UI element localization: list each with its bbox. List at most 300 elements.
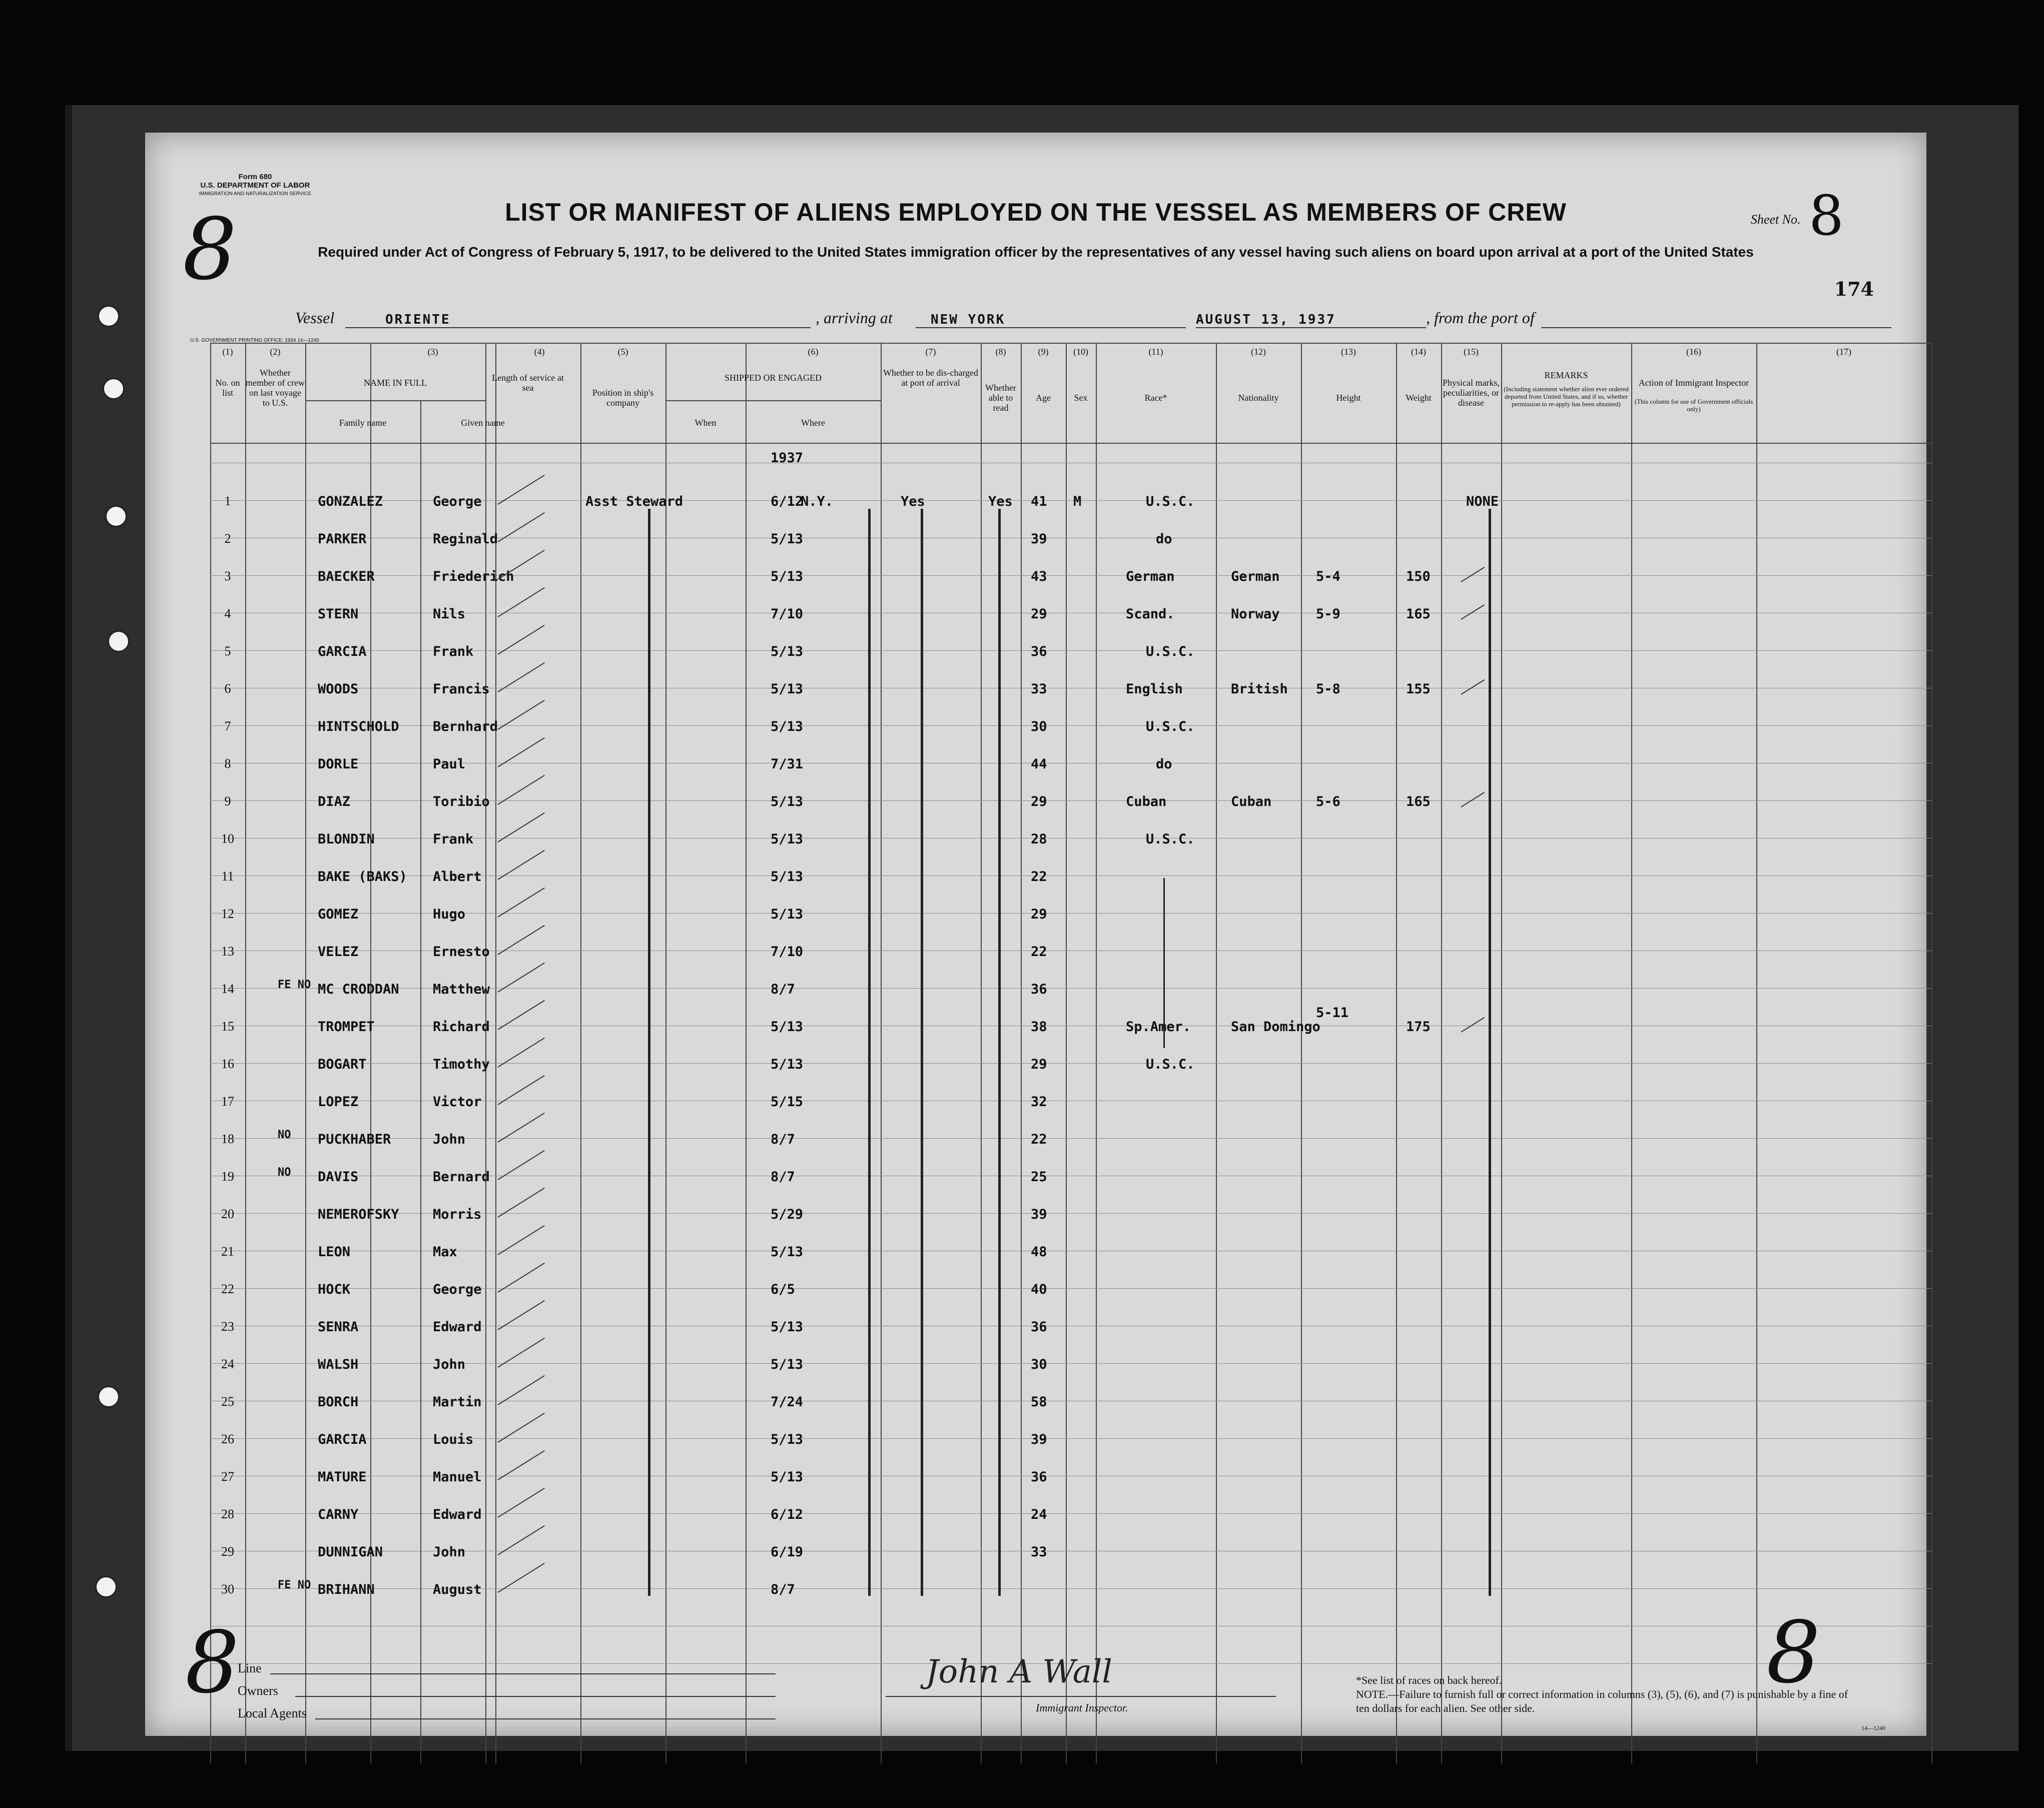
shipped-when: 5/13 bbox=[771, 1469, 804, 1485]
shipped-when: 5/13 bbox=[771, 1357, 804, 1372]
family-name: DORLE bbox=[318, 756, 359, 772]
vessel-name: ORIENTE bbox=[385, 312, 451, 327]
column-rule bbox=[1631, 343, 1632, 1763]
column-rule bbox=[1441, 343, 1442, 1763]
age: 43 bbox=[1031, 569, 1047, 584]
arriving-label: , arriving at bbox=[816, 309, 893, 327]
sheet-number bbox=[1750, 173, 1844, 248]
column-number: (14) bbox=[1411, 347, 1426, 357]
column-header: (This column for use of Government officials only) bbox=[1634, 398, 1753, 413]
crew-table bbox=[210, 343, 1931, 1763]
column-rule bbox=[981, 343, 982, 1763]
shipped-when: 5/13 bbox=[771, 719, 804, 734]
shipped-when: 7/10 bbox=[771, 944, 804, 960]
age: 22 bbox=[1031, 944, 1047, 960]
weight-checkmark bbox=[1461, 567, 1485, 582]
column-rule bbox=[305, 343, 306, 1763]
shipped-when: 5/13 bbox=[771, 569, 804, 584]
vessel-label: Vessel bbox=[295, 309, 335, 327]
line-label: Line bbox=[238, 1661, 262, 1675]
given-name: Martin bbox=[433, 1394, 482, 1410]
able-to-read: Yes bbox=[988, 494, 1013, 509]
age: 33 bbox=[1031, 681, 1047, 697]
row-number: 29 bbox=[221, 1544, 234, 1559]
last-voyage: FE NO bbox=[278, 979, 311, 991]
shipped-when: 6/12 bbox=[771, 494, 804, 509]
family-name: HINTSCHOLD bbox=[318, 719, 399, 734]
family-name: GARCIA bbox=[318, 644, 367, 659]
row-number: 9 bbox=[224, 794, 231, 808]
nationality: British bbox=[1231, 681, 1288, 697]
given-name: Timothy bbox=[433, 1057, 490, 1072]
family-name: BAKE (BAKS) bbox=[318, 869, 407, 884]
family-name: PARKER bbox=[318, 531, 367, 547]
race: Sp.Amer. bbox=[1126, 1019, 1191, 1035]
column-header: Position in ship's company bbox=[592, 388, 654, 408]
row-number: 2 bbox=[224, 531, 231, 546]
age: 25 bbox=[1031, 1169, 1047, 1185]
ditto-line bbox=[921, 509, 923, 1596]
age: 40 bbox=[1031, 1282, 1047, 1297]
shipped-when: 6/19 bbox=[771, 1544, 804, 1560]
row-number: 19 bbox=[221, 1169, 234, 1184]
column-rule bbox=[1096, 343, 1097, 1763]
row-number: 23 bbox=[221, 1319, 234, 1334]
handwritten-mark: 8 bbox=[185, 1613, 240, 1712]
column-rule bbox=[1216, 343, 1217, 1763]
height: 5-6 bbox=[1316, 794, 1340, 809]
row-number: 25 bbox=[221, 1394, 234, 1409]
column-rule bbox=[1501, 343, 1502, 1763]
age: 36 bbox=[1031, 644, 1047, 659]
shipped-when: 5/13 bbox=[771, 644, 804, 659]
family-name: NEMEROFSKY bbox=[318, 1207, 399, 1222]
owners-field bbox=[295, 1696, 776, 1697]
row-rule bbox=[210, 913, 1931, 914]
given-name: August bbox=[433, 1582, 482, 1597]
family-name: WOODS bbox=[318, 681, 359, 697]
row-number: 28 bbox=[221, 1507, 234, 1521]
family-name: BLONDIN bbox=[318, 831, 375, 847]
race: English bbox=[1126, 681, 1183, 697]
family-name: PUCKHABER bbox=[318, 1132, 391, 1147]
family-name: HOCK bbox=[318, 1282, 351, 1297]
header-rule bbox=[210, 343, 1931, 344]
given-name: John bbox=[433, 1132, 466, 1147]
row-number: 10 bbox=[221, 831, 234, 846]
race: U.S.C. bbox=[1146, 831, 1195, 847]
arrival-port: NEW YORK bbox=[931, 312, 1006, 327]
family-name: GARCIA bbox=[318, 1432, 367, 1447]
row-rule bbox=[210, 1138, 1931, 1139]
given-name: Frank bbox=[433, 831, 474, 847]
column-number: (13) bbox=[1341, 347, 1356, 357]
agents-field bbox=[315, 1718, 776, 1719]
form-code: 14—1240 bbox=[1861, 1724, 1885, 1731]
age: 32 bbox=[1031, 1094, 1047, 1110]
race: German bbox=[1126, 569, 1175, 584]
family-name: LOPEZ bbox=[318, 1094, 359, 1110]
row-number: 12 bbox=[221, 907, 234, 921]
row-number: 17 bbox=[221, 1094, 234, 1109]
height: 5-9 bbox=[1316, 606, 1340, 622]
given-name: George bbox=[433, 1282, 482, 1297]
age: 29 bbox=[1031, 1057, 1047, 1072]
line-field bbox=[270, 1673, 776, 1674]
shipped-when: 5/13 bbox=[771, 1432, 804, 1447]
shipped-where: N.Y. bbox=[801, 494, 834, 509]
given-name: Edward bbox=[433, 1319, 482, 1335]
column-number: (5) bbox=[617, 347, 628, 357]
ditto-line bbox=[998, 509, 1001, 1596]
weight: 165 bbox=[1406, 794, 1431, 809]
column-header: SHIPPED OR ENGAGED bbox=[724, 373, 822, 383]
given-name: Albert bbox=[433, 869, 482, 884]
family-name: WALSH bbox=[318, 1357, 359, 1372]
column-number: (3) bbox=[427, 347, 438, 357]
inspector-signature: John A Wall bbox=[926, 1653, 1112, 1690]
family-name: GOMEZ bbox=[318, 907, 359, 922]
last-voyage: NO bbox=[278, 1166, 291, 1179]
family-name: MATURE bbox=[318, 1469, 367, 1485]
column-header: Whether able to read bbox=[985, 383, 1016, 413]
row-number: 4 bbox=[224, 606, 231, 621]
binder-hole bbox=[98, 305, 120, 327]
shipped-when: 8/7 bbox=[771, 1132, 795, 1147]
family-name: CARNY bbox=[318, 1507, 359, 1522]
column-header: Whether member of crew on last voyage to U.S. bbox=[246, 368, 305, 408]
given-name: Matthew bbox=[433, 982, 490, 997]
given-name: Friederich bbox=[433, 569, 514, 584]
shipped-when: 7/10 bbox=[771, 606, 804, 622]
owners-label: Owners bbox=[238, 1683, 278, 1698]
shipped-when: 5/13 bbox=[771, 869, 804, 884]
age: 22 bbox=[1031, 1132, 1047, 1147]
row-number: 14 bbox=[221, 982, 234, 996]
shipped-when: 5/13 bbox=[771, 1019, 804, 1035]
nationality: German bbox=[1231, 569, 1280, 584]
column-header: Where bbox=[801, 418, 825, 428]
age: 41 bbox=[1031, 494, 1047, 509]
given-name: Victor bbox=[433, 1094, 482, 1110]
age: 36 bbox=[1031, 1469, 1047, 1485]
sheet-value: 8 bbox=[1809, 184, 1844, 248]
given-name: Louis bbox=[433, 1432, 474, 1447]
page-title: LIST OR MANIFEST OF ALIENS EMPLOYED ON THE VESSEL AS MEMBERS OF CREW bbox=[505, 198, 1567, 226]
row-number: 3 bbox=[224, 569, 231, 583]
column-number: (6) bbox=[808, 347, 819, 357]
age: 36 bbox=[1031, 1319, 1047, 1335]
row-number: 18 bbox=[221, 1132, 234, 1146]
row-number: 27 bbox=[221, 1469, 234, 1484]
age: 38 bbox=[1031, 1019, 1047, 1035]
given-name: Frank bbox=[433, 644, 474, 659]
from-label: , from the port of bbox=[1426, 309, 1535, 327]
vessel-line bbox=[295, 305, 1866, 330]
department: U.S. DEPARTMENT OF LABOR bbox=[200, 181, 310, 190]
given-name: George bbox=[433, 494, 482, 509]
shipped-when: 5/15 bbox=[771, 1094, 804, 1110]
row-number: 1 bbox=[224, 494, 231, 508]
column-rule bbox=[881, 343, 882, 1763]
form-identifier bbox=[185, 173, 325, 198]
row-number: 16 bbox=[221, 1057, 234, 1071]
age: 39 bbox=[1031, 531, 1047, 547]
given-name: Reginald bbox=[433, 531, 498, 547]
given-name: Edward bbox=[433, 1507, 482, 1522]
manifest-sheet bbox=[145, 133, 1926, 1736]
weight-checkmark bbox=[1461, 1017, 1485, 1033]
given-name: Bernhard bbox=[433, 719, 498, 734]
name-subrule bbox=[305, 400, 485, 401]
age: 29 bbox=[1031, 794, 1047, 809]
height: 5-8 bbox=[1316, 681, 1340, 697]
column-number: (2) bbox=[270, 347, 281, 357]
family-name: TROMPET bbox=[318, 1019, 375, 1035]
page-subtitle: Required under Act of Congress of February 5, 1917, to be delivered to the United States immigration officer by the representatives of any vessel having such aliens on board upon arrival at a port of the United States bbox=[318, 244, 1754, 260]
column-number: (12) bbox=[1251, 347, 1266, 357]
printing-note: U.S. GOVERNMENT PRINTING OFFICE: 1934 14—1240 bbox=[190, 338, 319, 343]
weight: 155 bbox=[1406, 681, 1431, 697]
given-name: Hugo bbox=[433, 907, 466, 922]
shipped-when: 5/13 bbox=[771, 1057, 804, 1072]
column-header: When bbox=[695, 418, 717, 428]
shipped-when: 8/7 bbox=[771, 1582, 795, 1597]
column-number: (11) bbox=[1148, 347, 1163, 357]
given-name: Ernesto bbox=[433, 944, 490, 960]
row-number: 15 bbox=[221, 1019, 234, 1034]
column-rule bbox=[1301, 343, 1302, 1763]
weight-checkmark bbox=[1461, 679, 1485, 695]
shipped-when: 8/7 bbox=[771, 982, 795, 997]
name-divider bbox=[420, 400, 421, 1763]
age: 39 bbox=[1031, 1207, 1047, 1222]
column-number: (8) bbox=[995, 347, 1006, 357]
binder-hole bbox=[95, 1576, 117, 1598]
family-name: DAVIS bbox=[318, 1169, 359, 1185]
row-number: 22 bbox=[221, 1282, 234, 1296]
age: 36 bbox=[1031, 982, 1047, 997]
column-header: Family name bbox=[339, 418, 387, 428]
shipped-when: 5/13 bbox=[771, 794, 804, 809]
shipped-when: 5/13 bbox=[771, 831, 804, 847]
row-number: 26 bbox=[221, 1432, 234, 1446]
shipped-when: 6/5 bbox=[771, 1282, 795, 1297]
age: 22 bbox=[1031, 869, 1047, 884]
row-number: 11 bbox=[221, 869, 234, 883]
shipped-when: 5/13 bbox=[771, 1244, 804, 1260]
column-header: Nationality bbox=[1238, 393, 1279, 403]
column-header: NAME IN FULL bbox=[364, 378, 427, 388]
weight: 175 bbox=[1406, 1019, 1431, 1035]
race: U.S.C. bbox=[1146, 494, 1195, 509]
column-number: (4) bbox=[534, 347, 545, 357]
given-name: Max bbox=[433, 1244, 457, 1260]
physical-marks: NONE bbox=[1466, 494, 1499, 509]
row-number: 20 bbox=[221, 1207, 234, 1221]
column-header: Weight bbox=[1406, 393, 1432, 403]
age: 44 bbox=[1031, 756, 1047, 772]
shipped-when: 7/24 bbox=[771, 1394, 804, 1410]
family-name: LEON bbox=[318, 1244, 351, 1260]
shipped-when: 6/12 bbox=[771, 1507, 804, 1522]
ditto-line bbox=[648, 509, 650, 1596]
column-rule bbox=[665, 343, 666, 1763]
nationality: San Domingo bbox=[1231, 1019, 1320, 1035]
column-rule bbox=[1396, 343, 1397, 1763]
last-voyage: FE NO bbox=[278, 1579, 311, 1591]
agents-label: Local Agents bbox=[238, 1706, 307, 1720]
given-name: Paul bbox=[433, 756, 466, 772]
column-rule bbox=[1066, 343, 1067, 1763]
sex: M bbox=[1073, 494, 1082, 509]
age: 58 bbox=[1031, 1394, 1047, 1410]
family-name: STERN bbox=[318, 606, 359, 622]
column-header: Height bbox=[1336, 393, 1361, 403]
family-name: MC CRODDAN bbox=[318, 982, 399, 997]
year-header: 1937 bbox=[771, 450, 804, 466]
family-name: SENRA bbox=[318, 1319, 359, 1335]
form-number: Form 680 bbox=[238, 173, 272, 181]
row-number: 24 bbox=[221, 1357, 234, 1371]
race: do bbox=[1156, 756, 1172, 772]
race: U.S.C. bbox=[1146, 1057, 1195, 1072]
binder-hole bbox=[105, 505, 127, 527]
shipped-subrule bbox=[665, 400, 881, 401]
age: 30 bbox=[1031, 1357, 1047, 1372]
race: do bbox=[1156, 531, 1172, 547]
age: 28 bbox=[1031, 831, 1047, 847]
column-header: Length of service at sea bbox=[492, 373, 564, 393]
column-rule bbox=[1931, 343, 1932, 1763]
arrival-date: AUGUST 13, 1937 bbox=[1196, 312, 1336, 327]
handwritten-mark: 8 bbox=[183, 200, 237, 299]
race: U.S.C. bbox=[1146, 719, 1195, 734]
column-header: Whether to be dis-charged at port of arrival bbox=[883, 368, 979, 388]
shipped-when: 5/13 bbox=[771, 1319, 804, 1335]
age: 30 bbox=[1031, 719, 1047, 734]
column-header: Sex bbox=[1074, 393, 1088, 403]
family-name: BORCH bbox=[318, 1394, 359, 1410]
column-rule bbox=[485, 343, 486, 1763]
signature-line bbox=[886, 1696, 1276, 1697]
when-divider bbox=[746, 400, 747, 1763]
sheet-label: Sheet No. bbox=[1750, 212, 1801, 227]
column-number: (10) bbox=[1073, 347, 1088, 357]
ditto-line bbox=[1489, 509, 1491, 1596]
row-number: 6 bbox=[224, 681, 231, 696]
races-note: *See list of races on back hereof. bbox=[1356, 1674, 1502, 1686]
column-rule bbox=[1756, 343, 1757, 1763]
age: 48 bbox=[1031, 1244, 1047, 1260]
column-number: (1) bbox=[222, 347, 233, 357]
given-name: Toribio bbox=[433, 794, 490, 809]
shipped-when: 8/7 bbox=[771, 1169, 795, 1185]
column-number: (16) bbox=[1686, 347, 1701, 357]
handwritten-mark: 8 bbox=[1766, 1603, 1821, 1702]
column-rule bbox=[580, 343, 581, 1763]
binder-hole bbox=[108, 630, 130, 652]
row-number: 30 bbox=[221, 1582, 234, 1596]
binder-hole bbox=[103, 378, 125, 400]
weight-checkmark bbox=[1461, 792, 1485, 807]
family-name: GONZALEZ bbox=[318, 494, 383, 509]
age: 29 bbox=[1031, 907, 1047, 922]
shipped-when: 5/13 bbox=[771, 531, 804, 547]
column-header: No. on list bbox=[215, 378, 240, 398]
column-header: Physical marks, peculiarities, or disease bbox=[1443, 378, 1500, 408]
shipped-when: 5/29 bbox=[771, 1207, 804, 1222]
family-name: BOGART bbox=[318, 1057, 367, 1072]
column-header: Age bbox=[1036, 393, 1051, 403]
given-name: Morris bbox=[433, 1207, 482, 1222]
race: Scand. bbox=[1126, 606, 1175, 622]
discharged: Yes bbox=[901, 494, 925, 509]
family-name: VELEZ bbox=[318, 944, 359, 960]
nationality: Norway bbox=[1231, 606, 1280, 622]
row-number: 8 bbox=[224, 756, 231, 771]
column-number: (15) bbox=[1464, 347, 1479, 357]
column-rule bbox=[1021, 343, 1022, 1763]
given-name: Richard bbox=[433, 1019, 490, 1035]
inspector-label: Immigrant Inspector. bbox=[1036, 1701, 1128, 1714]
column-rule bbox=[210, 343, 211, 1763]
header-rule bbox=[210, 443, 1931, 444]
height: 5-11 bbox=[1316, 1005, 1349, 1021]
race: Cuban bbox=[1126, 794, 1167, 809]
shipped-when: 5/13 bbox=[771, 907, 804, 922]
column-number: (9) bbox=[1038, 347, 1049, 357]
given-name: John bbox=[433, 1544, 466, 1560]
given-name: John bbox=[433, 1357, 466, 1372]
service: IMMIGRATION AND NATURALIZATION SERVICE bbox=[199, 191, 312, 197]
column-header: (Including statement whether alien ever ordered deported from United States, and if so, whether permission to re-apply has been obtained) bbox=[1504, 385, 1629, 408]
age: 33 bbox=[1031, 1544, 1047, 1560]
given-name: Francis bbox=[433, 681, 490, 697]
given-name: Bernard bbox=[433, 1169, 490, 1185]
position: Asst Steward bbox=[585, 494, 684, 509]
race: U.S.C. bbox=[1146, 644, 1195, 659]
column-header: Action of Immigrant Inspector bbox=[1638, 378, 1749, 388]
stamp-number: 174 bbox=[1834, 278, 1874, 300]
family-name: BRIHANN bbox=[318, 1582, 375, 1597]
shipped-when: 5/13 bbox=[771, 681, 804, 697]
family-name: DIAZ bbox=[318, 794, 351, 809]
weight: 165 bbox=[1406, 606, 1431, 622]
column-rule bbox=[495, 343, 496, 1763]
ditto-line bbox=[1163, 878, 1165, 1048]
row-number: 5 bbox=[224, 644, 231, 658]
column-number: (7) bbox=[925, 347, 936, 357]
row-number: 21 bbox=[221, 1244, 234, 1259]
row-number: 13 bbox=[221, 944, 234, 959]
ditto-line bbox=[868, 509, 871, 1596]
age: 39 bbox=[1031, 1432, 1047, 1447]
family-name: BAECKER bbox=[318, 569, 375, 584]
column-header: Race* bbox=[1144, 393, 1167, 403]
row-rule bbox=[210, 1363, 1931, 1364]
given-name: Manuel bbox=[433, 1469, 482, 1485]
last-voyage: NO bbox=[278, 1129, 291, 1141]
age: 29 bbox=[1031, 606, 1047, 622]
column-header: Given name bbox=[461, 418, 505, 428]
nationality: Cuban bbox=[1231, 794, 1272, 809]
family-name: DUNNIGAN bbox=[318, 1544, 383, 1560]
age: 24 bbox=[1031, 1507, 1047, 1522]
binder-hole bbox=[98, 1386, 120, 1408]
weight-checkmark bbox=[1461, 604, 1485, 620]
weight: 150 bbox=[1406, 569, 1431, 584]
